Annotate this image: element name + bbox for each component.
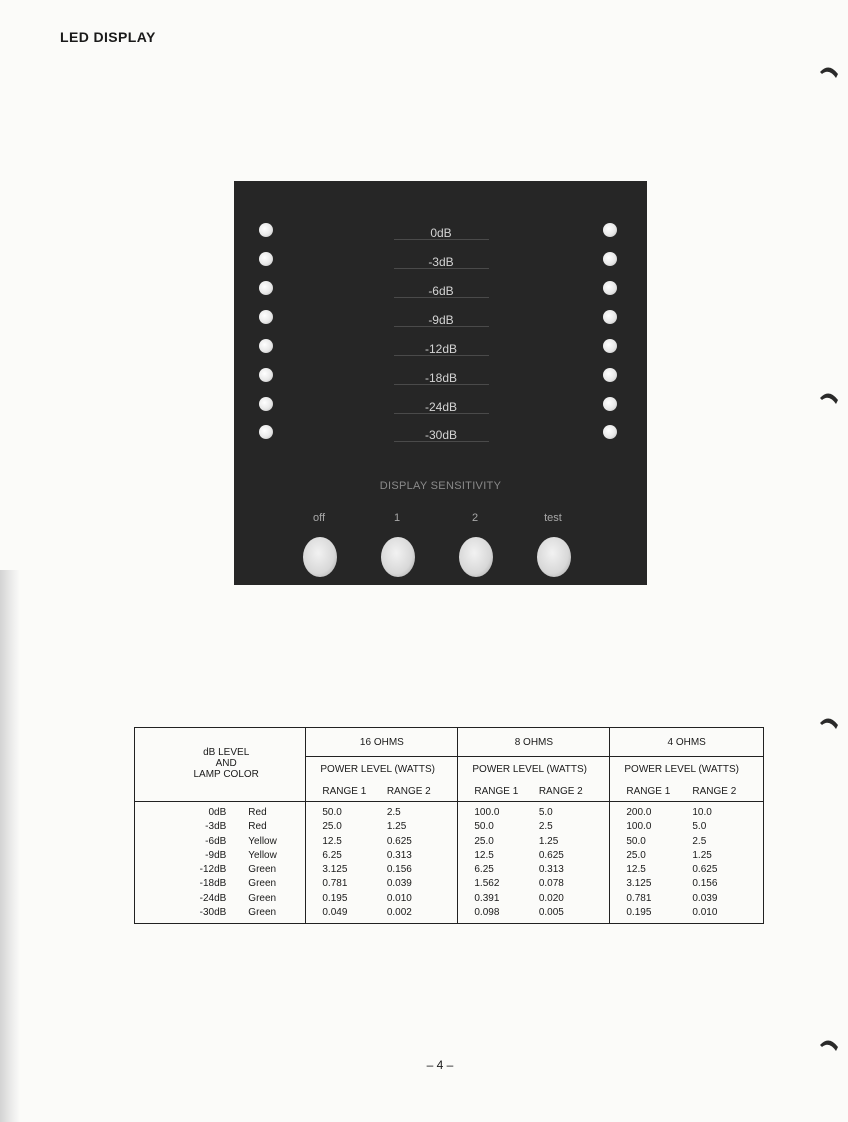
range-2-value: 0.010 xyxy=(386,892,412,904)
table-row xyxy=(135,849,764,863)
range-1-value: 25.0 xyxy=(610,849,692,863)
range-2-value: 0.625 xyxy=(692,864,718,876)
range-2-value: 2.5 xyxy=(692,835,707,847)
db-label: -30dB xyxy=(424,428,458,442)
range-2-value: 5.0 xyxy=(692,821,707,833)
range-2-value: 0.039 xyxy=(692,892,718,904)
db-label: -18dB xyxy=(424,371,458,385)
led-right xyxy=(603,425,617,439)
range-2-header: RANGE 2 xyxy=(387,781,458,802)
table-body xyxy=(135,802,764,924)
range-2-value: 1.25 xyxy=(386,821,407,833)
db-level-cell: -18dB xyxy=(199,878,227,890)
range-2-value: 2.5 xyxy=(538,821,553,833)
db-label: -24dB xyxy=(424,400,458,414)
db-label: -9dB xyxy=(428,313,454,327)
range-1-header: RANGE 1 xyxy=(306,781,387,802)
page-number: – 4 – xyxy=(426,1058,454,1072)
lamp-color-cell: Green xyxy=(248,864,277,876)
button-label-off: off xyxy=(312,512,326,524)
group-header-16-ohms: 16 OHMS xyxy=(306,728,458,757)
table-row xyxy=(135,802,764,821)
punch-hole-icon xyxy=(818,713,840,731)
db-level-cell: -24dB xyxy=(199,892,227,904)
range-1-value: 3.125 xyxy=(610,877,692,891)
range-1-value: 0.781 xyxy=(610,892,692,906)
range-1-value: 100.0 xyxy=(458,802,539,821)
range-1-value: 200.0 xyxy=(610,802,692,821)
range-2-value: 5.0 xyxy=(538,807,553,818)
led-left xyxy=(259,281,273,295)
led-left xyxy=(259,310,273,324)
range-2-value: 0.625 xyxy=(386,835,412,847)
led-right xyxy=(603,368,617,382)
range-2-value: 1.25 xyxy=(538,835,559,847)
range-1-header: RANGE 1 xyxy=(610,781,692,802)
db-label: -12dB xyxy=(424,342,458,356)
range-1-value: 0.781 xyxy=(306,877,387,891)
led-right xyxy=(603,339,617,353)
lamp-color-cell: Green xyxy=(248,907,277,919)
range-1-value: 0.049 xyxy=(306,906,387,924)
range-1-value: 25.0 xyxy=(306,820,387,834)
button-label-test: test xyxy=(544,512,562,524)
display-sensitivity-caption: DISPLAY SENSITIVITY xyxy=(379,480,502,492)
lamp-color-cell: Red xyxy=(248,807,267,818)
range-2-header: RANGE 2 xyxy=(692,781,763,802)
led-right xyxy=(603,281,617,295)
range-1-value: 0.391 xyxy=(458,892,539,906)
range-2-value: 0.156 xyxy=(386,864,412,876)
lamp-color-cell: Yellow xyxy=(248,835,277,847)
led-left xyxy=(259,425,273,439)
range-1-value: 25.0 xyxy=(458,835,539,849)
led-right xyxy=(603,223,617,237)
binding-shadow xyxy=(0,570,20,1122)
range-1-value: 12.5 xyxy=(306,835,387,849)
range-2-value: 10.0 xyxy=(692,807,712,818)
range-2-value: 0.010 xyxy=(692,907,718,919)
db-level-cell: 0dB xyxy=(208,807,227,818)
range-1-header: RANGE 1 xyxy=(458,781,539,802)
range-1-value: 1.562 xyxy=(458,877,539,891)
led-left xyxy=(259,397,273,411)
db-level-cell: -12dB xyxy=(199,864,227,876)
range-1-button xyxy=(381,537,415,577)
power-level-header: POWER LEVEL (WATTS) xyxy=(610,757,764,782)
db-level-cell: -3dB xyxy=(205,821,227,833)
led-left xyxy=(259,368,273,382)
db-label: -6dB xyxy=(428,284,454,298)
range-2-value: 0.625 xyxy=(538,849,564,861)
range-2-value: 0.156 xyxy=(692,878,718,890)
range-1-value: 100.0 xyxy=(610,820,692,834)
table-row xyxy=(135,892,764,906)
group-header-4-ohms: 4 OHMS xyxy=(610,728,764,757)
range-1-value: 3.125 xyxy=(306,863,387,877)
punch-hole-icon xyxy=(818,388,840,406)
power-level-table xyxy=(134,727,764,924)
db-label: 0dB xyxy=(430,226,452,240)
range-1-value: 50.0 xyxy=(306,802,387,821)
row-header-cell xyxy=(135,728,306,802)
power-level-header: POWER LEVEL (WATTS) xyxy=(458,757,610,782)
range-1-value: 50.0 xyxy=(610,835,692,849)
table-row xyxy=(135,877,764,891)
range-2-value: 0.313 xyxy=(386,849,412,861)
range-2-value: 0.005 xyxy=(538,907,564,919)
range-1-value: 6.25 xyxy=(458,863,539,877)
table-row xyxy=(135,820,764,834)
db-level-cell: -9dB xyxy=(205,849,227,861)
led-left xyxy=(259,252,273,266)
led-left xyxy=(259,339,273,353)
led-right xyxy=(603,310,617,324)
range-2-value: 0.020 xyxy=(538,892,564,904)
group-header-8-ohms: 8 OHMS xyxy=(458,728,610,757)
punch-hole-icon xyxy=(818,1035,840,1053)
row-header-line: dB LEVEL xyxy=(203,746,250,758)
range-2-value: 2.5 xyxy=(386,807,401,818)
row-header-line: AND xyxy=(215,757,237,769)
lamp-color-cell: Green xyxy=(248,892,277,904)
led-right xyxy=(603,252,617,266)
test-button xyxy=(537,537,571,577)
range-1-value: 6.25 xyxy=(306,849,387,863)
range-2-button xyxy=(459,537,493,577)
table-row xyxy=(135,835,764,849)
range-1-value: 12.5 xyxy=(458,849,539,863)
led-left xyxy=(259,223,273,237)
table-row xyxy=(135,906,764,924)
page-title: LED DISPLAY xyxy=(60,29,156,45)
range-2-value: 0.039 xyxy=(386,878,412,890)
db-level-cell: -30dB xyxy=(199,907,227,919)
range-2-value: 1.25 xyxy=(692,849,712,861)
range-1-value: 12.5 xyxy=(610,863,692,877)
row-header-line: LAMP COLOR xyxy=(193,768,259,780)
button-label-2: 2 xyxy=(471,512,479,524)
range-2-value: 0.078 xyxy=(538,878,564,890)
lamp-color-cell: Green xyxy=(248,878,277,890)
led-right xyxy=(603,397,617,411)
range-2-header: RANGE 2 xyxy=(539,781,610,802)
lamp-color-cell: Yellow xyxy=(248,849,277,861)
lamp-color-cell: Red xyxy=(248,821,267,833)
power-level-header: POWER LEVEL (WATTS) xyxy=(306,757,458,782)
off-button xyxy=(303,537,337,577)
range-1-value: 50.0 xyxy=(458,820,539,834)
range-1-value: 0.098 xyxy=(458,906,539,924)
button-label-1: 1 xyxy=(393,512,401,524)
range-1-value: 0.195 xyxy=(306,892,387,906)
table-row xyxy=(135,863,764,877)
punch-hole-icon xyxy=(818,62,840,80)
led-display-panel xyxy=(234,181,647,585)
range-2-value: 0.313 xyxy=(538,864,564,876)
db-level-cell: -6dB xyxy=(205,835,227,847)
range-1-value: 0.195 xyxy=(610,906,692,924)
db-label: -3dB xyxy=(428,255,454,269)
range-2-value: 0.002 xyxy=(386,907,412,919)
